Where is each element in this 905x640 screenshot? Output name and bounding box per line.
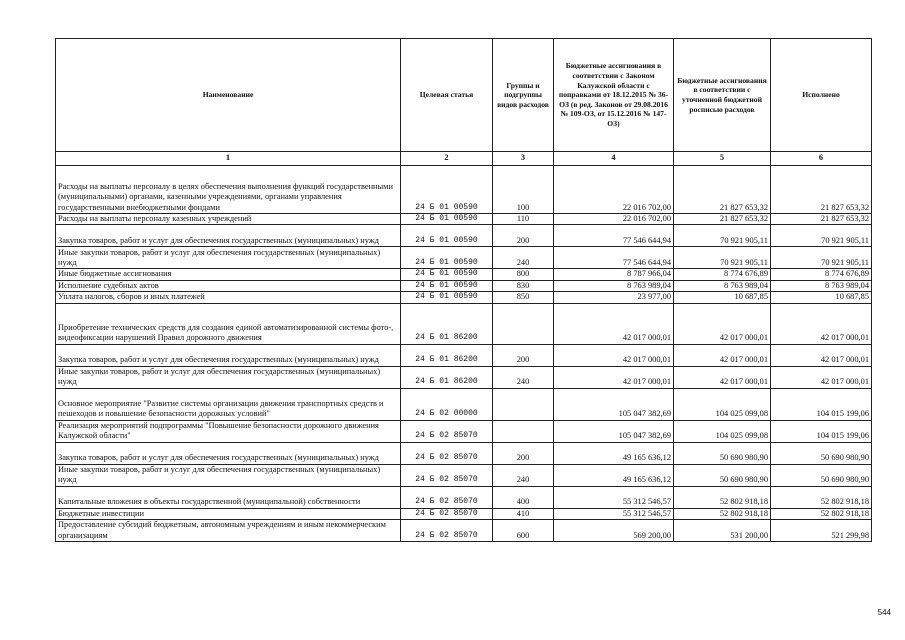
row-expense-group: 240	[493, 247, 554, 269]
table-row	[56, 269, 872, 280]
row-budget-law: 49 165 636,12	[554, 442, 674, 464]
table-body	[56, 166, 872, 542]
row-budget-law: 105 047 382,69	[554, 420, 674, 442]
column-number: 4	[554, 152, 674, 166]
row-name: Реализация мероприятий подпрограммы "Повышение безопасности дорожного движения Калужской области"	[56, 420, 401, 442]
row-budget-law: 42 017 000,01	[554, 344, 674, 366]
row-name: Уплата налогов, сборов и иных платежей	[56, 292, 401, 303]
row-budget-refined: 50 690 980,90	[674, 442, 771, 464]
column-number: 5	[674, 152, 771, 166]
row-name: Иные закупки товаров, работ и услуг для обеспечения государственных (муниципальных) нужд	[56, 247, 401, 269]
row-expense-group: 400	[493, 486, 554, 508]
row-expense-group	[493, 420, 554, 442]
row-budget-law: 55 312 546,57	[554, 508, 674, 519]
column-number: 6	[771, 152, 872, 166]
row-expense-group: 240	[493, 464, 554, 486]
row-budget-refined: 70 921 905,11	[674, 225, 771, 247]
row-target-article: 24 Б 02 00000	[401, 388, 493, 420]
table-row	[56, 366, 872, 388]
row-target-article: 24 Б 01 86200	[401, 366, 493, 388]
row-budget-law: 55 312 546,57	[554, 486, 674, 508]
row-target-article: 24 Б 01 86200	[401, 344, 493, 366]
row-budget-law: 569 200,00	[554, 520, 674, 542]
column-number: 3	[493, 152, 554, 166]
row-budget-refined: 531 200,00	[674, 520, 771, 542]
row-expense-group: 600	[493, 520, 554, 542]
row-executed: 8 763 989,04	[771, 280, 872, 291]
table-header-row	[56, 39, 872, 152]
row-target-article: 24 Б 01 00590	[401, 269, 493, 280]
table-row	[56, 225, 872, 247]
row-budget-refined: 104 025 099,08	[674, 420, 771, 442]
row-name: Закупка товаров, работ и услуг для обеспечения государственных (муниципальных) нужд	[56, 344, 401, 366]
row-target-article: 24 Б 01 00590	[401, 214, 493, 225]
table-row	[56, 247, 872, 269]
row-budget-refined: 104 025 099,08	[674, 388, 771, 420]
row-budget-law: 23 977,00	[554, 292, 674, 303]
table-row	[56, 442, 872, 464]
row-expense-group	[493, 303, 554, 344]
row-budget-law: 8 787 966,04	[554, 269, 674, 280]
row-target-article: 24 Б 01 86200	[401, 303, 493, 344]
row-name: Закупка товаров, работ и услуг для обеспечения государственных (муниципальных) нужд	[56, 225, 401, 247]
row-expense-group	[493, 388, 554, 420]
row-budget-law: 42 017 000,01	[554, 366, 674, 388]
row-expense-group: 200	[493, 225, 554, 247]
row-target-article: 24 Б 01 00590	[401, 280, 493, 291]
row-executed: 104 015 199,06	[771, 388, 872, 420]
row-name: Приобретение технических средств для создания единой автоматизированной системы фото-, видеофиксации нарушений Правил дорожного движения	[56, 303, 401, 344]
row-budget-refined: 8 774 676,89	[674, 269, 771, 280]
table-row	[56, 166, 872, 214]
row-executed: 21 827 653,32	[771, 166, 872, 214]
row-name: Основное мероприятие "Развитие системы организации движения транспортных средств и пешеходов и повышение безопасности дорожных условий"	[56, 388, 401, 420]
row-budget-law: 8 763 989,04	[554, 280, 674, 291]
row-expense-group: 240	[493, 366, 554, 388]
table-row	[56, 344, 872, 366]
table-row	[56, 486, 872, 508]
row-name: Иные закупки товаров, работ и услуг для обеспечения государственных (муниципальных) нужд	[56, 366, 401, 388]
row-name: Расходы на выплаты персоналу в целях обеспечения выполнения функций государственными (муниципальными) органами, казенными учреждениями, органами управления государственными внебюджетными фондами	[56, 166, 401, 214]
header-budget-law: Бюджетные ассигнования в соответствии с Законом Калужской области с поправками от 18.12.2015 № 36-ОЗ (в ред. Законов от 29.08.2016 № 109-ОЗ, от 15.12.2016 № 147-ОЗ)	[554, 39, 674, 152]
row-budget-law: 77 546 644,94	[554, 247, 674, 269]
row-target-article: 24 Б 02 85070	[401, 520, 493, 542]
row-budget-refined: 52 802 918,18	[674, 486, 771, 508]
row-target-article: 24 Б 01 00590	[401, 225, 493, 247]
row-executed: 70 921 905,11	[771, 225, 872, 247]
row-target-article: 24 Б 01 00590	[401, 166, 493, 214]
page-number: 544	[877, 608, 891, 617]
row-budget-law: 49 165 636,12	[554, 464, 674, 486]
row-executed: 21 827 653,32	[771, 214, 872, 225]
row-target-article: 24 Б 01 00590	[401, 247, 493, 269]
row-budget-law: 77 546 644,94	[554, 225, 674, 247]
row-budget-refined: 42 017 000,01	[674, 366, 771, 388]
header-name: Наименование	[56, 39, 401, 152]
row-budget-refined: 70 921 905,11	[674, 247, 771, 269]
row-expense-group: 410	[493, 508, 554, 519]
row-target-article: 24 Б 02 85070	[401, 486, 493, 508]
row-budget-refined: 52 802 918,18	[674, 508, 771, 519]
row-executed: 70 921 905,11	[771, 247, 872, 269]
table-row	[56, 280, 872, 291]
row-budget-law: 42 017 000,01	[554, 303, 674, 344]
row-budget-law: 22 016 702,00	[554, 214, 674, 225]
row-executed: 52 802 918,18	[771, 486, 872, 508]
table-row	[56, 508, 872, 519]
row-executed: 42 017 000,01	[771, 344, 872, 366]
row-budget-law: 22 016 702,00	[554, 166, 674, 214]
column-number-row	[56, 152, 872, 166]
row-target-article: 24 Б 02 85070	[401, 508, 493, 519]
row-budget-refined: 42 017 000,01	[674, 344, 771, 366]
row-name: Закупка товаров, работ и услуг для обеспечения государственных (муниципальных) нужд	[56, 442, 401, 464]
row-target-article: 24 Б 02 85070	[401, 442, 493, 464]
row-expense-group: 100	[493, 166, 554, 214]
table-row	[56, 464, 872, 486]
row-target-article: 24 Б 02 85070	[401, 420, 493, 442]
column-number: 1	[56, 152, 401, 166]
row-budget-refined: 50 690 980,90	[674, 464, 771, 486]
row-target-article: 24 Б 01 00590	[401, 292, 493, 303]
row-executed: 8 774 676,89	[771, 269, 872, 280]
row-expense-group: 110	[493, 214, 554, 225]
row-executed: 10 687,85	[771, 292, 872, 303]
header-budget-refined: Бюджетные ассигнования в соответствии с уточненной бюджетной росписью расходов	[674, 39, 771, 152]
row-expense-group: 200	[493, 442, 554, 464]
row-budget-refined: 21 827 653,32	[674, 166, 771, 214]
table-row	[56, 214, 872, 225]
row-budget-law: 105 047 382,69	[554, 388, 674, 420]
row-expense-group: 830	[493, 280, 554, 291]
row-budget-refined: 42 017 000,01	[674, 303, 771, 344]
row-name: Предоставление субсидий бюджетным, автономным учреждениям и иным некоммерческим организациям	[56, 520, 401, 542]
row-target-article: 24 Б 02 85070	[401, 464, 493, 486]
table-row	[56, 388, 872, 420]
row-budget-refined: 8 763 989,04	[674, 280, 771, 291]
table-row	[56, 303, 872, 344]
row-budget-refined: 21 827 653,32	[674, 214, 771, 225]
row-executed: 42 017 000,01	[771, 303, 872, 344]
row-expense-group: 850	[493, 292, 554, 303]
row-executed: 521 299,98	[771, 520, 872, 542]
column-number: 2	[401, 152, 493, 166]
row-name: Бюджетные инвестиции	[56, 508, 401, 519]
budget-table	[55, 38, 872, 542]
row-name: Капитальные вложения в объекты государственной (муниципальной) собственности	[56, 486, 401, 508]
row-name: Исполнение судебных актов	[56, 280, 401, 291]
table-row	[56, 292, 872, 303]
row-budget-refined: 10 687,85	[674, 292, 771, 303]
table-row	[56, 420, 872, 442]
row-executed: 50 690 980,90	[771, 442, 872, 464]
row-executed: 52 802 918,18	[771, 508, 872, 519]
row-executed: 42 017 000,01	[771, 366, 872, 388]
row-expense-group: 800	[493, 269, 554, 280]
table-row	[56, 520, 872, 542]
row-executed: 104 015 199,06	[771, 420, 872, 442]
header-expense-groups: Группы и подгруппы видов расходов	[493, 39, 554, 152]
row-name: Иные бюджетные ассигнования	[56, 269, 401, 280]
header-executed: Исполнено	[771, 39, 872, 152]
row-executed: 50 690 980,90	[771, 464, 872, 486]
row-name: Иные закупки товаров, работ и услуг для обеспечения государственных (муниципальных) нужд	[56, 464, 401, 486]
row-name: Расходы на выплаты персоналу казенных учреждений	[56, 214, 401, 225]
row-expense-group: 200	[493, 344, 554, 366]
header-target-article: Целевая статья	[401, 39, 493, 152]
